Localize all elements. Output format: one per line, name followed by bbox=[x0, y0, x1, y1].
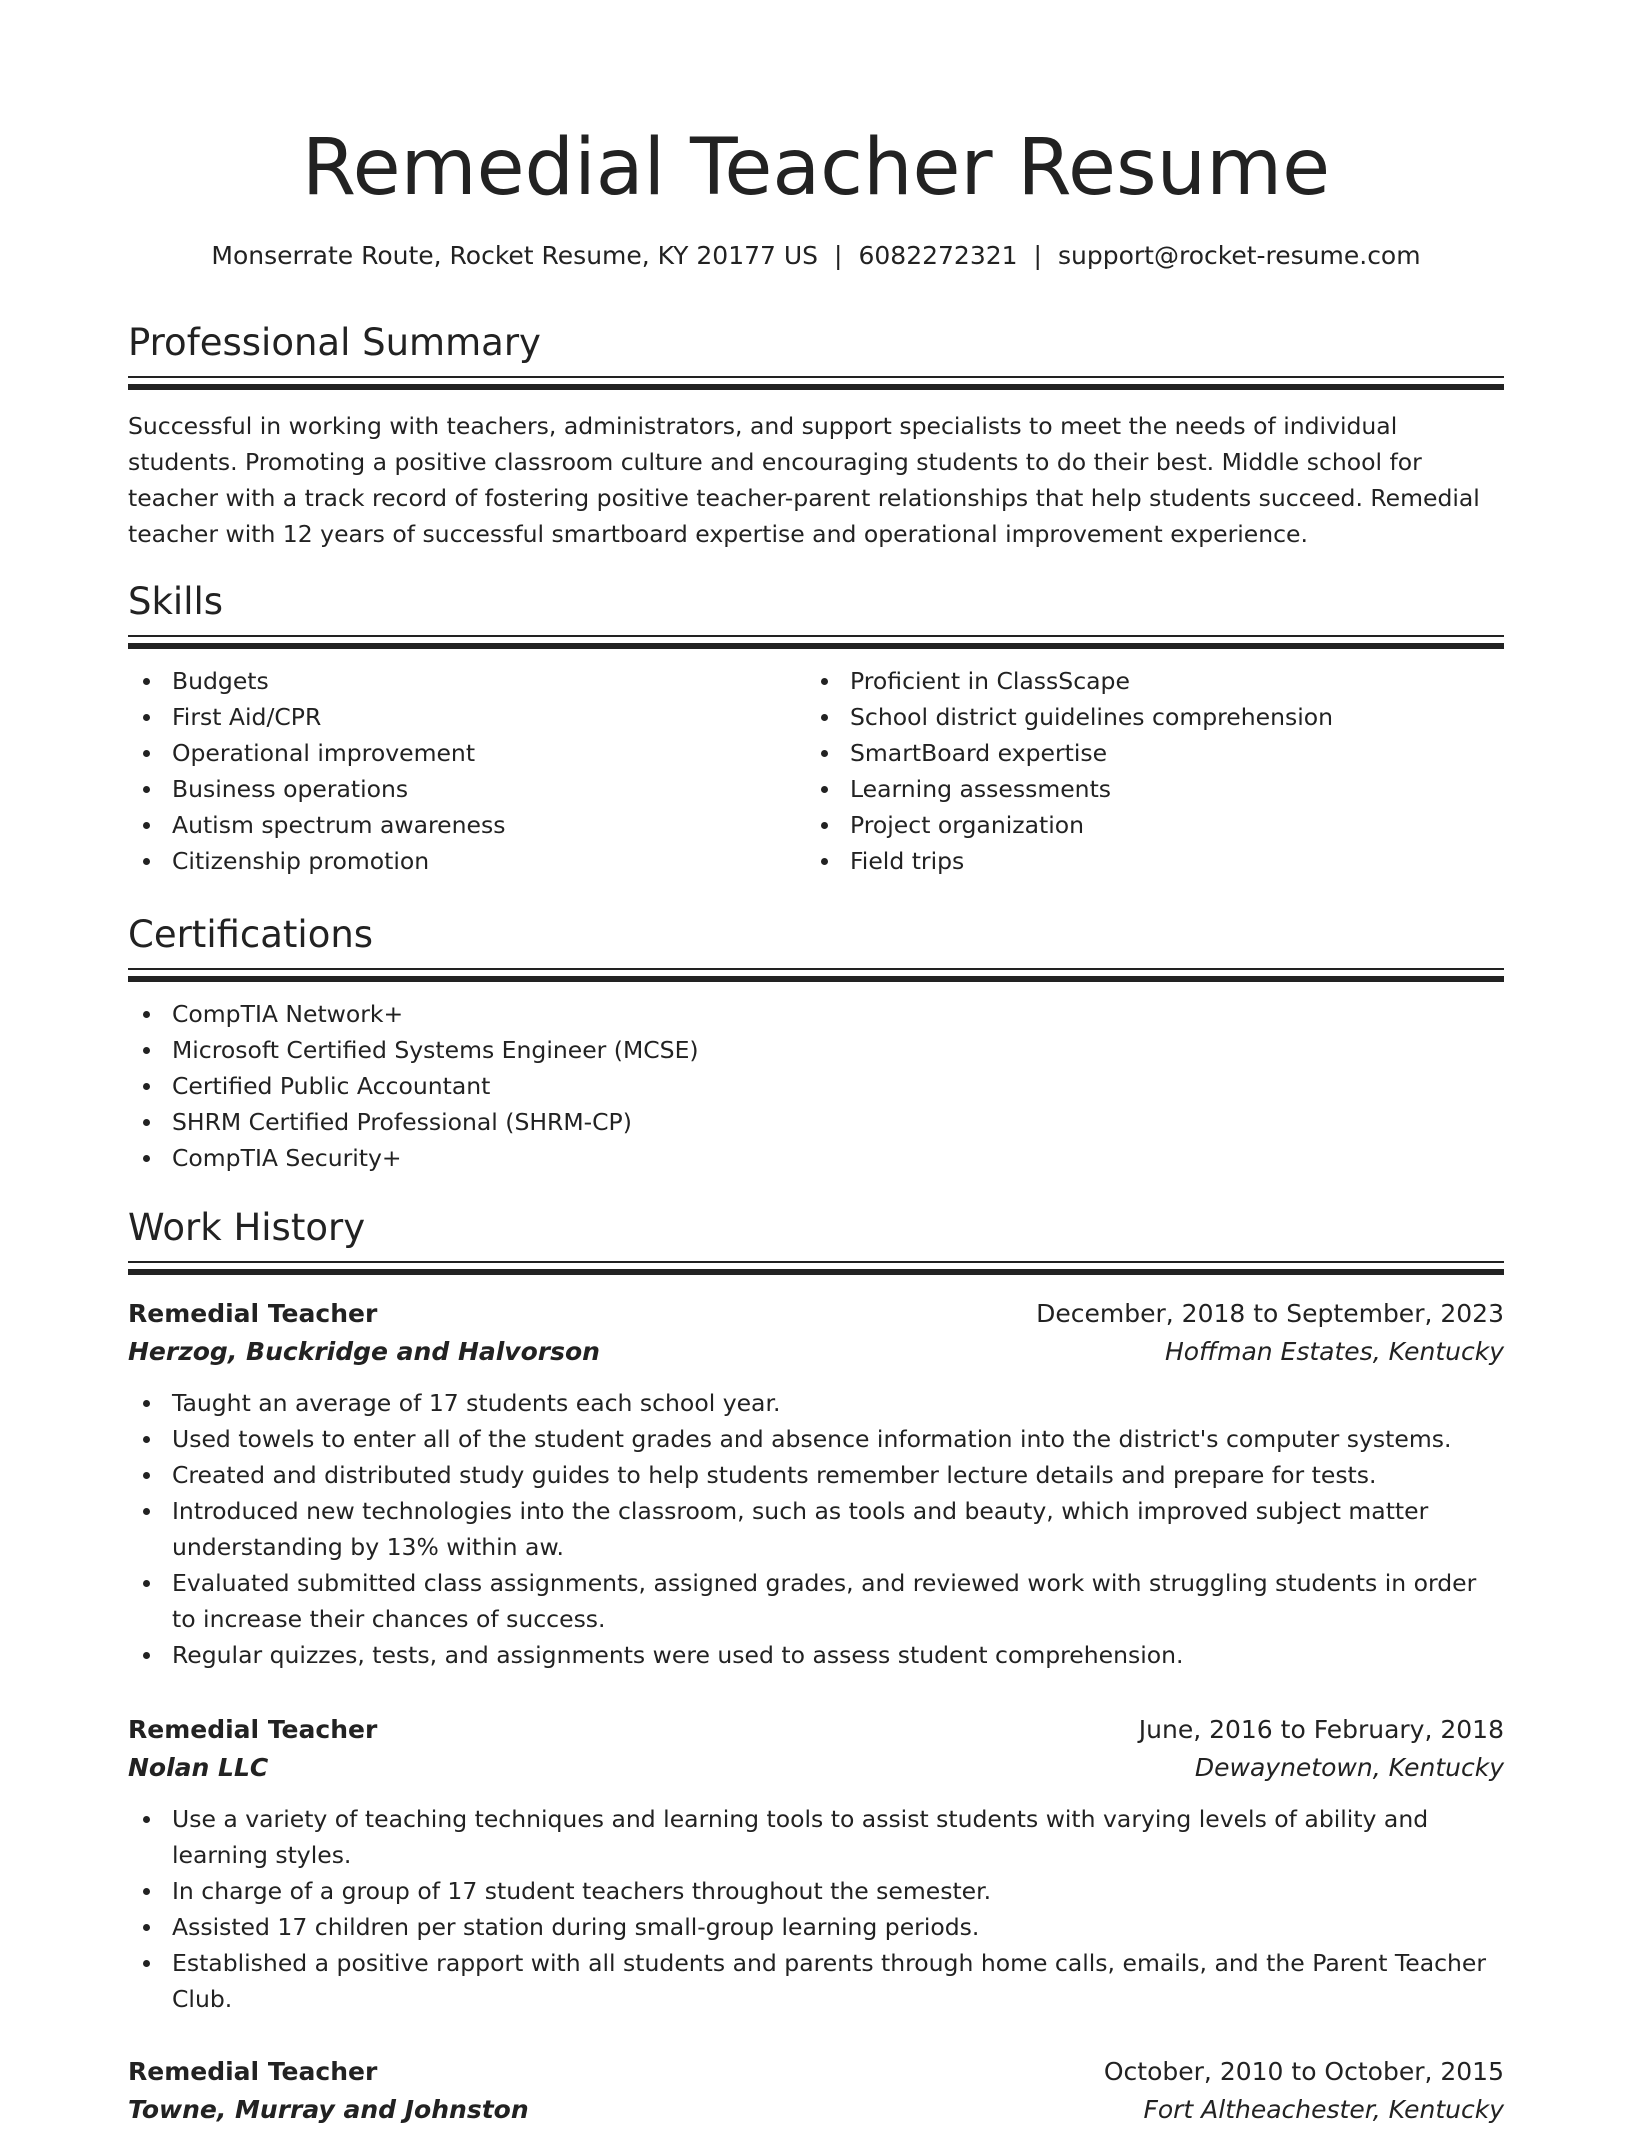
certification-item: SHRM Certified Professional (SHRM-CP) bbox=[128, 1104, 1504, 1140]
skill-item: First Aid/CPR bbox=[128, 699, 806, 735]
skill-item: Learning assessments bbox=[806, 771, 1484, 807]
skill-item: School district guidelines comprehension bbox=[806, 699, 1484, 735]
job-header bbox=[128, 1711, 1504, 1749]
job-dates: June, 2016 to February, 2018 bbox=[1138, 1715, 1504, 1744]
job-bullet: Established a positive rapport with all students and parents through home calls, emails, and the Parent Teacher Club. bbox=[128, 1945, 1504, 2017]
job-bullet: Regular quizzes, tests, and assignments were used to assess student comprehension. bbox=[128, 1637, 1504, 1673]
job-bullet: Taught an average of 17 students each school year. bbox=[128, 1385, 1504, 1421]
certifications-section bbox=[128, 910, 1504, 1176]
job-dates: October, 2010 to October, 2015 bbox=[1103, 2057, 1504, 2086]
work-history-section bbox=[128, 1203, 1504, 1275]
job-location: Hoffman Estates, Kentucky bbox=[1164, 1337, 1504, 1366]
job-company: Towne, Murray and Johnston bbox=[128, 2095, 529, 2124]
skill-item: SmartBoard expertise bbox=[806, 735, 1484, 771]
job-subheader bbox=[128, 2091, 1504, 2129]
skill-item: Operational improvement bbox=[128, 735, 806, 771]
section-divider-thick bbox=[128, 384, 1504, 390]
job-location: Fort Altheachester, Kentucky bbox=[1143, 2095, 1504, 2124]
section-divider-thick bbox=[128, 976, 1504, 982]
section-divider bbox=[128, 635, 1504, 637]
skills-section bbox=[128, 577, 1504, 879]
job-company: Nolan LLC bbox=[128, 1753, 269, 1782]
contact-email[interactable]: support@rocket-resume.com bbox=[1057, 241, 1421, 270]
job-entry bbox=[128, 1295, 1504, 1673]
summary-heading: Professional Summary bbox=[128, 321, 541, 364]
summary-text: Successful in working with teachers, administrators, and support specialists to meet the needs of individual students. Promoting a positive classroom culture and encouraging students to do their best. Middle school for teacher with a track record of fostering positive teacher-parent relationships that help students succeed. Remedial teacher with 12 years of successful smartboard expertise and operational improvement experience. bbox=[128, 412, 1480, 548]
skill-item: Business operations bbox=[128, 771, 806, 807]
skills-heading: Skills bbox=[128, 580, 224, 623]
job-dates: December, 2018 to September, 2023 bbox=[1036, 1299, 1504, 1328]
contact-address: Monserrate Route, Rocket Resume, KY 20177 US bbox=[211, 241, 819, 270]
skills-list-left bbox=[128, 663, 806, 879]
contact-phone: 6082272321 bbox=[858, 241, 1018, 270]
section-divider-thick bbox=[128, 1269, 1504, 1275]
job-bullet: In charge of a group of 17 student teachers throughout the semester. bbox=[128, 1873, 1504, 1909]
job-header bbox=[128, 1295, 1504, 1333]
job-header bbox=[128, 2053, 1504, 2091]
job-bullet: Assisted 17 children per station during small-group learning periods. bbox=[128, 1909, 1504, 1945]
job-subheader bbox=[128, 1333, 1504, 1371]
job-company: Herzog, Buckridge and Halvorson bbox=[128, 1337, 600, 1366]
skill-item: Autism spectrum awareness bbox=[128, 807, 806, 843]
contact-separator: | bbox=[834, 241, 843, 270]
certification-item: Certified Public Accountant bbox=[128, 1068, 1504, 1104]
job-subheader bbox=[128, 1749, 1504, 1787]
job-bullet: Created and distributed study guides to help students remember lecture details and prepare for tests. bbox=[128, 1457, 1504, 1493]
certification-item: CompTIA Network+ bbox=[128, 996, 1504, 1032]
job-title: Remedial Teacher bbox=[128, 1715, 378, 1744]
skill-item: Field trips bbox=[806, 843, 1484, 879]
skill-item: Proficient in ClassScape bbox=[806, 663, 1484, 699]
job-bullets bbox=[128, 1801, 1504, 2017]
job-bullet: Introduced new technologies into the classroom, such as tools and beauty, which improved subject matter understanding by 13% within aw. bbox=[128, 1493, 1504, 1565]
certifications-heading: Certifications bbox=[128, 913, 374, 956]
section-divider bbox=[128, 376, 1504, 378]
job-entry bbox=[128, 2053, 1504, 2129]
job-title: Remedial Teacher bbox=[128, 1299, 378, 1328]
work-history-heading: Work History bbox=[128, 1206, 366, 1249]
skill-item: Budgets bbox=[128, 663, 806, 699]
certifications-list bbox=[128, 996, 1504, 1176]
skills-list-right bbox=[806, 663, 1484, 879]
resume-title: Remedial Teacher Resume bbox=[301, 123, 1331, 213]
certification-item: CompTIA Security+ bbox=[128, 1140, 1504, 1176]
job-bullet: Evaluated submitted class assignments, assigned grades, and reviewed work with struggling students in order to increase their chances of success. bbox=[128, 1565, 1504, 1637]
skills-columns bbox=[128, 663, 1504, 879]
section-divider bbox=[128, 968, 1504, 970]
job-bullet: Use a variety of teaching techniques and learning tools to assist students with varying levels of ability and learning styles. bbox=[128, 1801, 1504, 1873]
section-divider-thick bbox=[128, 643, 1504, 649]
job-entry bbox=[128, 1711, 1504, 2017]
skill-item: Citizenship promotion bbox=[128, 843, 806, 879]
section-divider bbox=[128, 1261, 1504, 1263]
job-title: Remedial Teacher bbox=[128, 2057, 378, 2086]
job-bullet: Used towels to enter all of the student grades and absence information into the district's computer systems. bbox=[128, 1421, 1504, 1457]
certification-item: Microsoft Certified Systems Engineer (MCSE) bbox=[128, 1032, 1504, 1068]
job-location: Dewaynetown, Kentucky bbox=[1194, 1753, 1504, 1782]
skill-item: Project organization bbox=[806, 807, 1484, 843]
summary-section bbox=[128, 318, 1504, 552]
contact-separator: | bbox=[1033, 241, 1042, 270]
contact-line bbox=[128, 238, 1504, 274]
job-bullets bbox=[128, 1385, 1504, 1673]
